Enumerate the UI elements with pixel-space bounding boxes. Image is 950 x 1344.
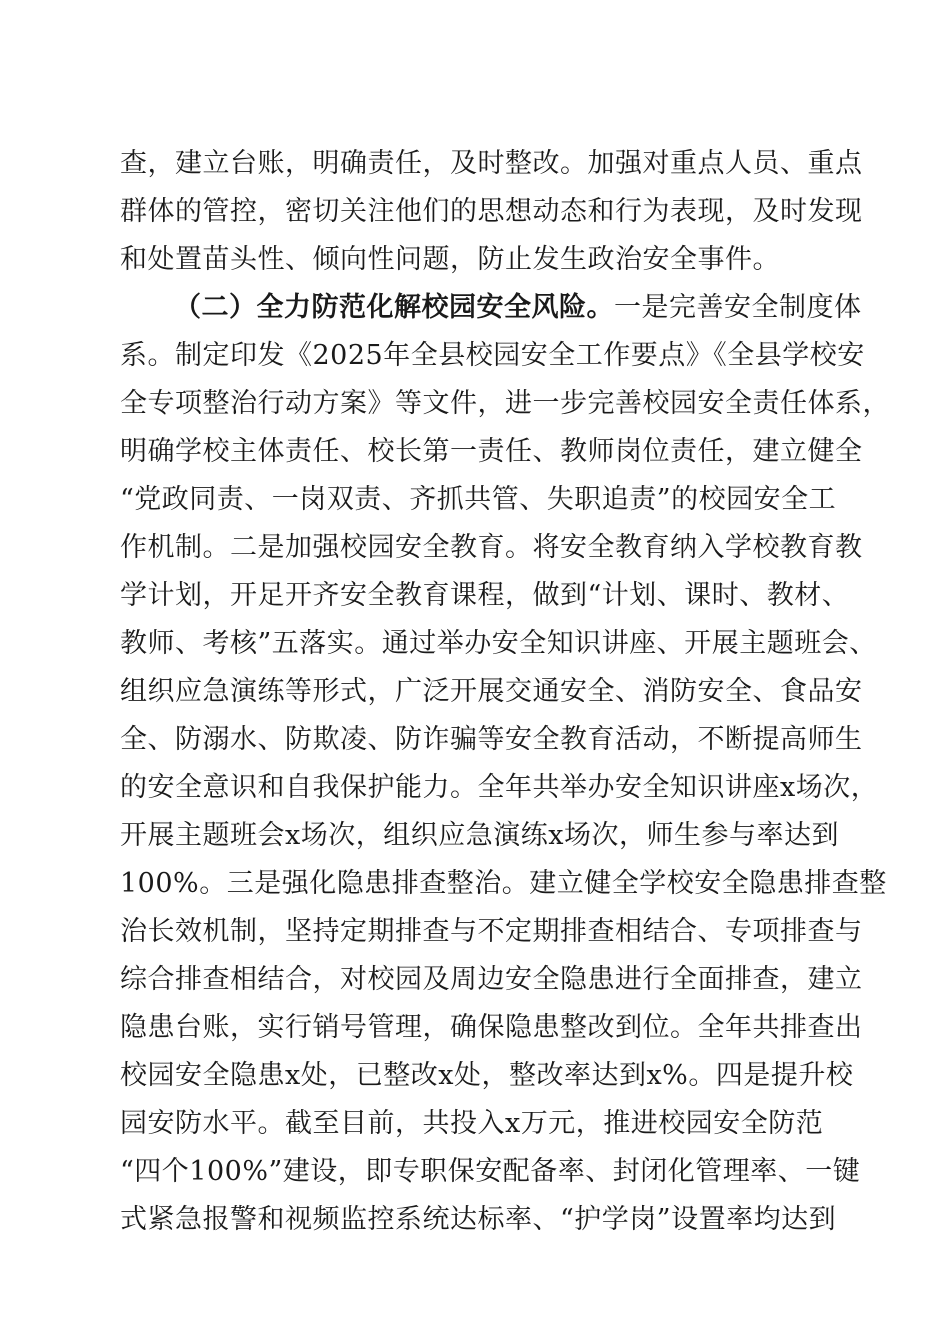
body-text-line: 组织应急演练等形式，广泛开展交通安全、消防安全、食品安	[120, 676, 863, 707]
body-text-line: 和处置苗头性、倾向性问题，防止发生政治安全事件。	[120, 244, 780, 275]
body-text-line: 全专项整治行动方案》等文件，进一步完善校园安全责任体系，	[120, 388, 890, 419]
section-paragraph-first-line	[174, 284, 862, 332]
body-text-line: 治长效机制，坚持定期排查与不定期排查相结合、专项排查与	[120, 916, 863, 947]
body-text-line: 隐患台账，实行销号管理，确保隐患整改到位。全年共排查出	[120, 1012, 863, 1043]
body-text-line: 教师、考核”五落实。通过举办安全知识讲座、开展主题班会、	[120, 628, 877, 659]
body-text-line: 查，建立台账，明确责任，及时整改。加强对重点人员、重点	[120, 148, 863, 179]
body-text-line: 系。制定印发《2025年全县校园安全工作要点》《全县学校安	[120, 340, 865, 371]
body-text-line: 综合排查相结合，对校园及周边安全隐患进行全面排查，建立	[120, 964, 863, 995]
body-text-line: 开展主题班会x场次，组织应急演练x场次，师生参与率达到	[120, 820, 839, 851]
body-text-line: 式紧急报警和视频监控系统达标率、“护学岗”设置率均达到	[120, 1204, 837, 1235]
body-text-line: 学计划，开足开齐安全教育课程，做到“计划、课时、教材、	[120, 580, 850, 611]
body-text-line: 群体的管控，密切关注他们的思想动态和行为表现，及时发现	[120, 196, 863, 227]
body-text-line: 全、防溺水、防欺凌、防诈骗等安全教育活动，不断提高师生	[120, 724, 863, 755]
section-heading: （二）全力防范化解校园安全风险。	[174, 292, 614, 323]
body-text-line: 的安全意识和自我保护能力。全年共举办安全知识讲座x场次，	[120, 772, 879, 803]
body-text-line: 校园安全隐患x处，已整改x处，整改率达到x%。四是提升校	[120, 1060, 854, 1091]
body-text-line: “四个100%”建设，即专职保安配备率、封闭化管理率、一键	[120, 1156, 861, 1187]
body-text-line: 园安防水平。截至目前，共投入x万元，推进校园安全防范	[120, 1108, 824, 1139]
body-text-span: 一是完善安全制度体	[614, 292, 862, 323]
body-text-line: 100%。三是强化隐患排查整治。建立健全学校安全隐患排查整	[120, 868, 887, 899]
body-text-line: “党政同责、一岗双责、齐抓共管、失职追责”的校园安全工	[120, 484, 837, 515]
body-text-line: 作机制。二是加强校园安全教育。将安全教育纳入学校教育教	[120, 532, 863, 563]
body-text-line: 明确学校主体责任、校长第一责任、教师岗位责任，建立健全	[120, 436, 863, 467]
